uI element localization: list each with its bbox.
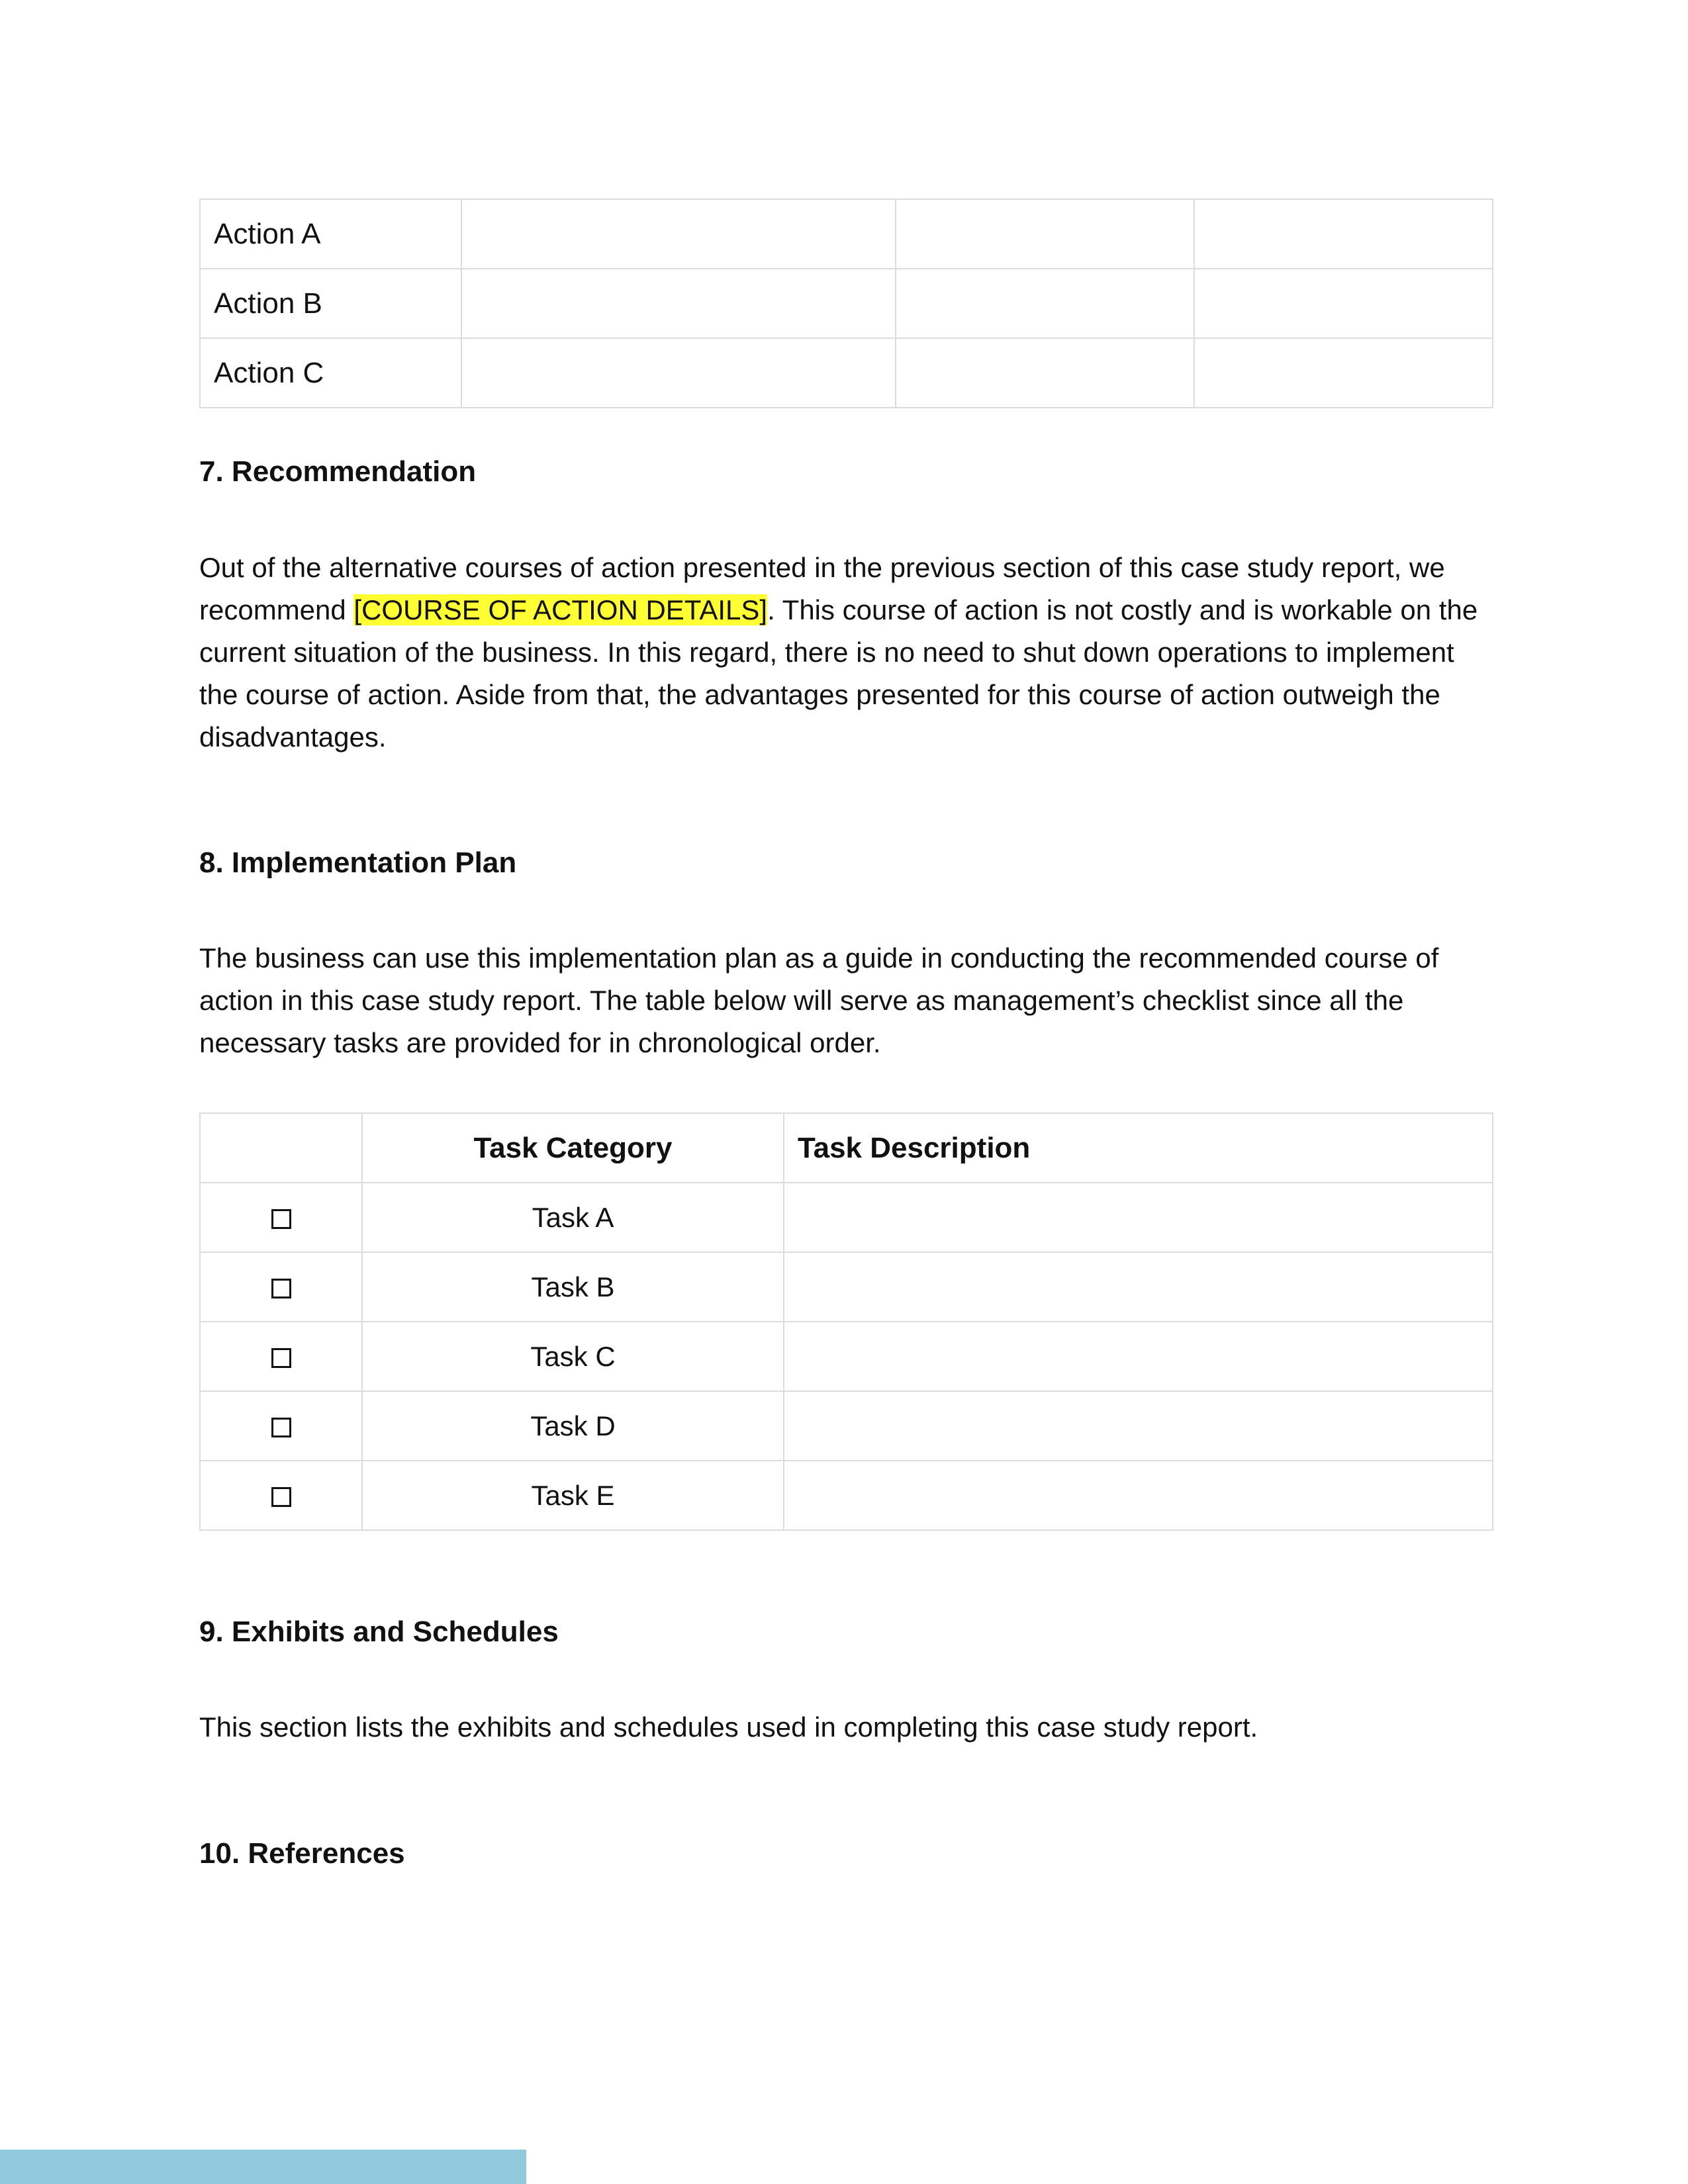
table-cell bbox=[1194, 269, 1493, 338]
section-7-heading: 7. Recommendation bbox=[199, 455, 477, 488]
checkbox[interactable] bbox=[271, 1487, 291, 1507]
table-row bbox=[200, 199, 1493, 269]
task-category: Task B bbox=[362, 1252, 784, 1322]
task-description bbox=[784, 1322, 1493, 1391]
table-row bbox=[200, 1461, 1493, 1530]
placeholder-highlight: [COURSE OF ACTION DETAILS] bbox=[353, 594, 768, 625]
task-checklist-table bbox=[199, 1113, 1493, 1531]
task-description bbox=[784, 1252, 1493, 1322]
table-row bbox=[200, 1252, 1493, 1322]
paragraph-text: Out of the alternative courses of action presented in the previous section of this case study report, we recommend bbox=[199, 552, 1445, 625]
table-cell bbox=[1194, 338, 1493, 408]
check-cell bbox=[200, 1322, 362, 1391]
header-check bbox=[200, 1113, 362, 1183]
check-cell bbox=[200, 1252, 362, 1322]
table-cell bbox=[461, 199, 896, 269]
task-category: Task D bbox=[362, 1391, 784, 1461]
table-row bbox=[200, 269, 1493, 338]
actions-table bbox=[199, 199, 1493, 408]
task-description bbox=[784, 1183, 1493, 1252]
footer-accent-bar bbox=[0, 2150, 526, 2184]
task-category: Task E bbox=[362, 1461, 784, 1530]
table-row bbox=[200, 338, 1493, 408]
table-cell bbox=[896, 199, 1194, 269]
task-category: Task C bbox=[362, 1322, 784, 1391]
table-row bbox=[200, 1322, 1493, 1391]
action-label: Action A bbox=[200, 199, 461, 269]
checkbox[interactable] bbox=[271, 1279, 291, 1298]
header-task-description: Task Description bbox=[784, 1113, 1493, 1183]
header-task-category: Task Category bbox=[362, 1113, 784, 1183]
check-cell bbox=[200, 1183, 362, 1252]
check-cell bbox=[200, 1391, 362, 1461]
task-description bbox=[784, 1461, 1493, 1530]
table-cell bbox=[461, 269, 896, 338]
table-row bbox=[200, 1391, 1493, 1461]
table-cell bbox=[896, 338, 1194, 408]
table-cell bbox=[1194, 199, 1493, 269]
table-cell bbox=[896, 269, 1194, 338]
checkbox[interactable] bbox=[271, 1209, 291, 1229]
action-label: Action C bbox=[200, 338, 461, 408]
table-header-row bbox=[200, 1113, 1493, 1183]
checkbox[interactable] bbox=[271, 1348, 291, 1368]
checkbox[interactable] bbox=[271, 1418, 291, 1437]
section-8-paragraph: The business can use this implementation plan as a guide in conducting the recommended course of action in this case study report. The table below will serve as management’s checklist since all the necessary tasks are provided for in chronological order. bbox=[199, 942, 1439, 1058]
action-label: Action B bbox=[200, 269, 461, 338]
task-category: Task A bbox=[362, 1183, 784, 1252]
section-8-heading: 8. Implementation Plan bbox=[199, 846, 517, 879]
section-7-paragraph bbox=[199, 547, 1497, 758]
section-9-heading: 9. Exhibits and Schedules bbox=[199, 1615, 559, 1648]
table-cell bbox=[461, 338, 896, 408]
section-9-paragraph: This section lists the exhibits and schedules used in completing this case study report. bbox=[199, 1711, 1258, 1743]
section-10-heading: 10. References bbox=[199, 1837, 405, 1870]
task-description bbox=[784, 1391, 1493, 1461]
table-row bbox=[200, 1183, 1493, 1252]
paragraph-text: . This course of action is not costly and is workable on the current situation of the business. In this regard, there is no need to shut down operations to implement the course of action. Aside from that, the advantages presented for this course of action outweigh the disadvantages. bbox=[199, 594, 1478, 752]
check-cell bbox=[200, 1461, 362, 1530]
